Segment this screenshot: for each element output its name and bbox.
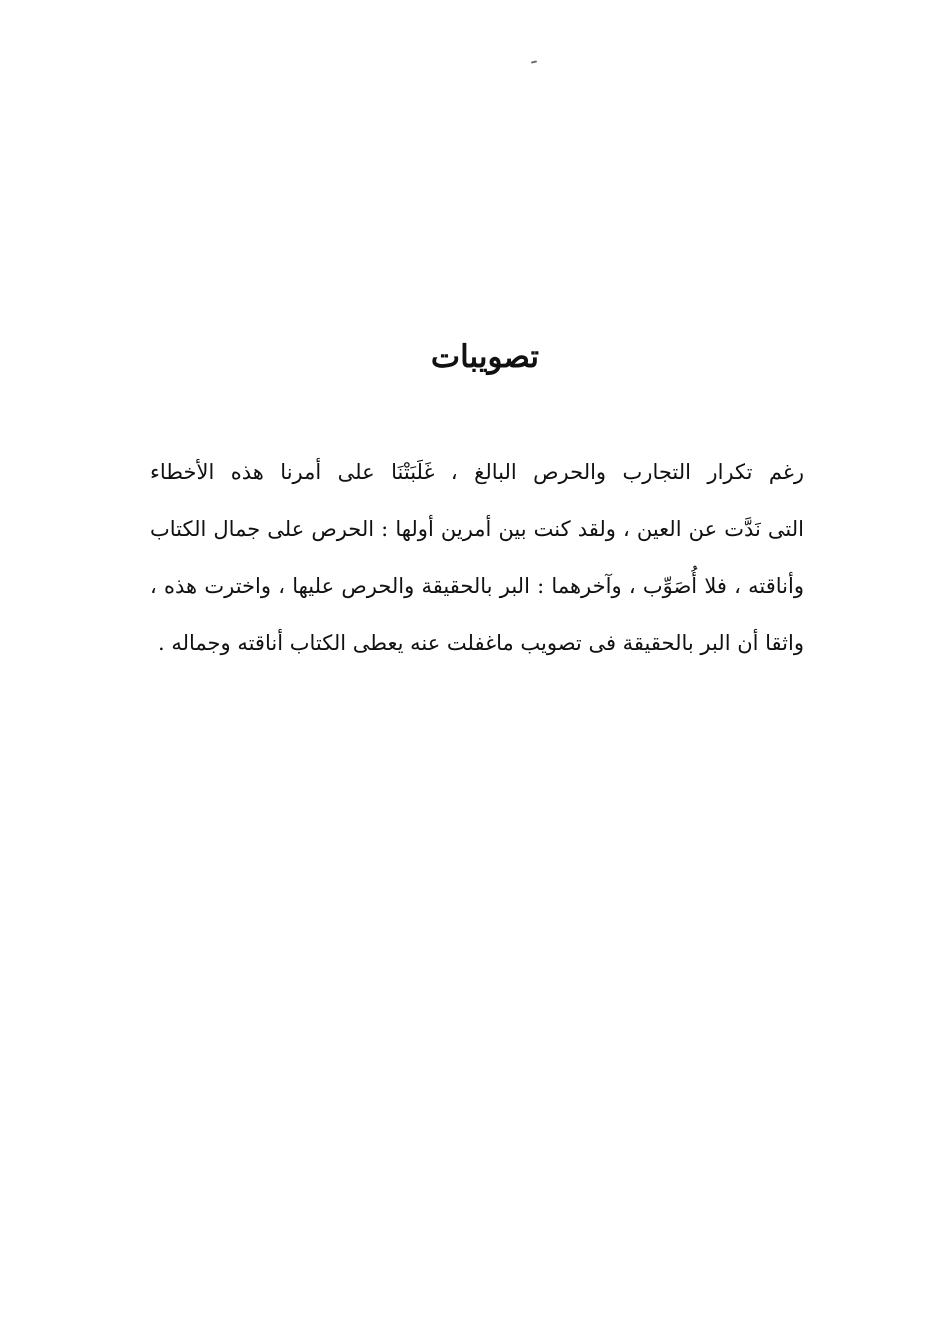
paragraph-line-1: رغم تكرار التجارب والحرص البالغ ، غَلَبَتْنَا على أمرنا هذه الأخطاء bbox=[150, 460, 804, 484]
paragraph-line-4: واثقا أن البر بالحقيقة فى تصويب ماغفلت عنه يعطى الكتاب أناقته وجماله . bbox=[157, 631, 804, 655]
page-speck bbox=[531, 60, 537, 63]
paragraph-line-2: التى نَدَّت عن العين ، ولقد كنت بين أمرين أولها : الحرص على جمال الكتاب bbox=[150, 517, 804, 541]
page-title: تصويبات bbox=[430, 339, 540, 375]
errata-paragraph bbox=[150, 451, 804, 679]
paragraph-line-3: وأناقته ، فلا أُصَوِّب ، وآخرهما : البر بالحقيقة والحرص عليها ، واخترت هذه ، bbox=[150, 574, 804, 598]
